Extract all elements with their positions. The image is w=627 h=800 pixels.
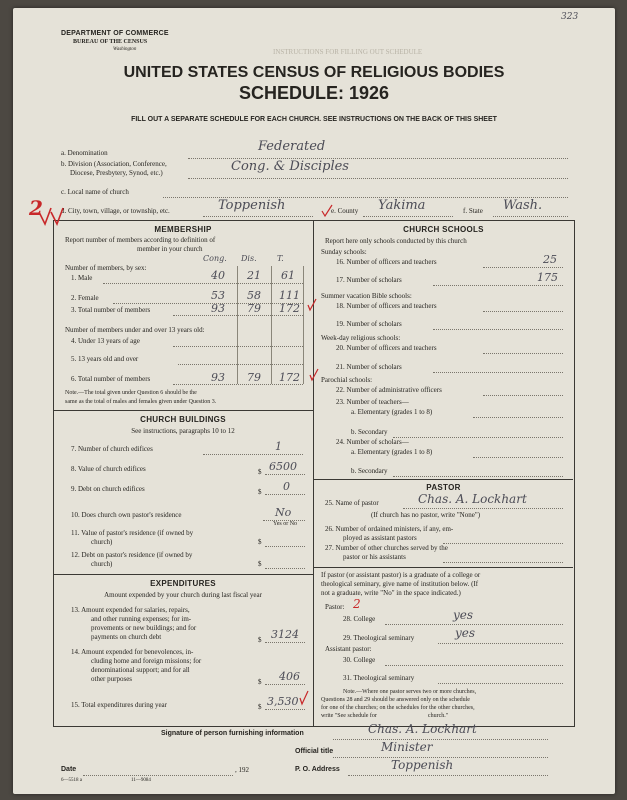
denomination-label: a. Denomination — [61, 149, 108, 157]
q16-value: 25 — [543, 253, 557, 266]
q22-label: 22. Number of administrative officers — [336, 386, 442, 394]
q23b-label: b. Secondary — [351, 428, 388, 436]
q11-label-2: church) — [91, 538, 113, 546]
city-label: d. City, town, village, or township, etc. — [61, 207, 170, 215]
red-tick-icon — [299, 690, 309, 706]
date-year: , 192 — [235, 766, 249, 774]
total6-dis: 79 — [247, 371, 261, 384]
sunday-label: Sunday schools: — [321, 248, 367, 256]
q14-value: 406 — [279, 670, 300, 683]
buildings-title: CHURCH BUILDINGS — [140, 415, 226, 424]
q24a-label: a. Elementary (grades 1 to 8) — [351, 448, 433, 456]
po-address-value: Toppenish — [391, 758, 454, 772]
margin-mark: 2 — [29, 196, 43, 220]
official-title-value: Minister — [381, 740, 433, 754]
asst-pastor-label: Assistant pastor: — [325, 645, 372, 653]
male-total: 61 — [281, 269, 295, 282]
under13-label: 4. Under 13 years of age — [71, 337, 140, 345]
official-title-label: Official title — [295, 748, 334, 755]
pastor-note-3: for one of the churches; on the schedules for the other churches, — [321, 705, 475, 711]
total3-cong: 93 — [211, 302, 225, 315]
total6-label: 6. Total number of members — [71, 375, 151, 383]
q31-label: 31. Theological seminary — [343, 674, 415, 682]
membership-note-2: same as the total of males and females given under Question 3. — [65, 399, 217, 405]
summer-label: Summer vacation Bible schools: — [321, 292, 412, 300]
q13-line-3: provements or new buildings; and for — [91, 624, 197, 632]
q26-label-1: 26. Number of ordained ministers, if any, em- — [325, 525, 454, 533]
pastor-mark: 2 — [353, 597, 361, 611]
q13-line-2: and other running expenses; for im- — [91, 615, 192, 623]
pastor-sub-label: Pastor: — [325, 603, 345, 611]
col-head-t: T. — [277, 254, 284, 263]
q8-value: 6500 — [269, 460, 297, 473]
q8-label: 8. Value of church edifices — [71, 465, 146, 473]
female-dis: 58 — [247, 289, 261, 302]
q12-label-2: church) — [91, 560, 113, 568]
male-cong: 40 — [211, 269, 225, 282]
state-value: Wash. — [503, 198, 543, 213]
grad-note-1: If pastor (or assistant pastor) is a graduate of a college or — [321, 571, 481, 579]
q16-label: 16. Number of officers and teachers — [336, 258, 437, 266]
q10-value: No — [275, 506, 292, 519]
total3-total: 172 — [279, 302, 300, 315]
membership-note-1: Note.—The total given under Question 6 should be the — [65, 390, 197, 396]
q14-dollar: $ — [258, 678, 262, 686]
q14-line-2: cluding home and foreign missions; for — [91, 657, 202, 665]
q8-dollar: $ — [258, 468, 262, 476]
q10-label: 10. Does church own pastor's residence — [71, 511, 182, 519]
po-address-label: P. O. Address — [295, 766, 340, 773]
division-value: Cong. & Disciples — [231, 159, 349, 174]
q12-label-1: 12. Debt on pastor's residence (if owned by — [71, 551, 193, 559]
total3-label: 3. Total number of members — [71, 306, 151, 314]
department-name: DEPARTMENT OF COMMERCE — [61, 30, 169, 37]
red-check-icon — [37, 206, 67, 228]
q30-label: 30. College — [343, 656, 376, 664]
weekday-label: Week-day religious schools: — [321, 334, 401, 342]
q9-label: 9. Debt on church edifices — [71, 485, 145, 493]
expenditures-title: EXPENDITURES — [150, 579, 216, 588]
q14-line-1: 14. Amount expended for benevolences, in- — [71, 648, 194, 656]
q28-label: 28. College — [343, 615, 376, 623]
q13-line-1: 13. Amount expended for salaries, repairs, — [71, 606, 190, 614]
pastor-note-4: write "See schedule for church." — [321, 713, 449, 719]
q20-label: 20. Number of officers and teachers — [336, 344, 437, 352]
date-label: Date — [61, 766, 77, 773]
q28-value: yes — [453, 608, 474, 622]
q7-label: 7. Number of church edifices — [71, 445, 153, 453]
membership-intro-2: member in your church — [137, 245, 203, 253]
page-number: 323 — [561, 12, 579, 22]
female-label: 2. Female — [71, 294, 99, 302]
q14-line-3: denominational support; and for all — [91, 666, 190, 674]
bureau-name: BUREAU OF THE CENSUS — [73, 39, 148, 45]
parochial-label: Parochial schools: — [321, 376, 373, 384]
female-total: 111 — [279, 289, 300, 302]
male-label: 1. Male — [71, 274, 93, 282]
document-title: UNITED STATES CENSUS OF RELIGIOUS BODIES — [123, 64, 505, 81]
signature-label: Signature of person furnishing information — [161, 730, 304, 737]
membership-intro-1: Report number of members according to definition of — [65, 236, 216, 244]
local-name-label: c. Local name of church — [61, 188, 129, 196]
q26-label-2: ployed as assistant pastors — [343, 534, 417, 542]
print-number: 11—9084 — [131, 778, 151, 783]
schedule-title: SCHEDULE: 1926 — [238, 83, 390, 103]
q25-value: Chas. A. Lockhart — [418, 492, 527, 506]
instruction-line: FILL OUT A SEPARATE SCHEDULE FOR EACH CHURCH. SEE INSTRUCTIONS ON THE BACK OF THIS SHEET — [131, 116, 497, 123]
q21-label: 21. Number of scholars — [336, 363, 402, 371]
total3-dis: 79 — [247, 302, 261, 315]
q18-label: 18. Number of officers and teachers — [336, 302, 437, 310]
q7-value: 1 — [275, 440, 282, 453]
division-label-2: Diocese, Presbytery, Synod, etc.) — [70, 169, 163, 177]
county-label: e. County — [331, 207, 359, 215]
denomination-value: Federated — [258, 139, 326, 154]
yes-no-note: Yes or No — [273, 521, 298, 527]
city-name: Washington — [113, 47, 137, 52]
q11-dollar: $ — [258, 538, 262, 546]
red-tick-icon — [309, 368, 319, 382]
city-value: Toppenish — [218, 198, 286, 213]
faint-mirror-text: INSTRUCTIONS FOR FILLING OUT SCHEDULE — [273, 48, 423, 56]
q14-line-4: other purposes — [91, 675, 133, 683]
female-cong: 53 — [211, 289, 225, 302]
q13-value: 3124 — [271, 628, 299, 641]
q15-label: 15. Total expenditures during year — [71, 701, 167, 709]
q29-value: yes — [455, 626, 476, 640]
schools-title: CHURCH SCHOOLS — [403, 225, 484, 234]
total6-total: 172 — [279, 371, 300, 384]
q27-label-1: 27. Number of other churches served by the — [325, 544, 448, 552]
form-number: 6—5518 a — [61, 778, 82, 783]
q19-label: 19. Number of scholars — [336, 320, 402, 328]
q12-dollar: $ — [258, 560, 262, 568]
red-tick-icon — [321, 204, 333, 218]
over13-label: 5. 13 years old and over — [71, 355, 139, 363]
age-label: Number of members under and over 13 years old: — [65, 326, 205, 334]
pastor-title: PASTOR — [426, 483, 461, 492]
state-label: f. State — [463, 207, 483, 215]
total6-cong: 93 — [211, 371, 225, 384]
q27-label-2: pastor or his assistants — [343, 553, 406, 561]
col-head-dis: Dis. — [241, 254, 257, 263]
q23a-label: a. Elementary (grades 1 to 8) — [351, 408, 433, 416]
q25-label: 25. Name of pastor — [325, 499, 379, 507]
q17-label: 17. Number of scholars — [336, 276, 402, 284]
q29-label: 29. Theological seminary — [343, 634, 415, 642]
census-schedule-page — [13, 8, 615, 794]
expenditures-subtitle: Amount expended by your church during last fiscal year — [104, 591, 262, 599]
division-label-1: b. Division (Association, Conference, — [61, 160, 167, 168]
grad-note-2: theological seminary, give name of institution below. (If — [321, 580, 479, 588]
by-sex-label: Number of members, by sex: — [65, 264, 147, 272]
q13-line-4: payments on church debt — [91, 633, 162, 641]
q25-note: (If church has no pastor, write "None") — [371, 511, 481, 519]
membership-title: MEMBERSHIP — [154, 225, 212, 234]
q24b-label: b. Secondary — [351, 467, 388, 475]
q24-label: 24. Number of scholars— — [336, 438, 409, 446]
signature-value: Chas. A. Lockhart — [368, 722, 477, 736]
q9-dollar: $ — [258, 488, 262, 496]
q17-value: 175 — [537, 271, 558, 284]
q9-value: 0 — [283, 480, 290, 493]
pastor-note-2: Questions 28 and 29 should be answered only on the schedule — [321, 697, 470, 703]
q23-label: 23. Number of teachers— — [336, 398, 409, 406]
male-dis: 21 — [247, 269, 261, 282]
q15-dollar: $ — [258, 703, 262, 711]
q11-label-1: 11. Value of pastor's residence (if owned by — [71, 529, 194, 537]
schools-intro: Report here only schools conducted by this church — [325, 237, 467, 245]
grad-note-3: not a graduate, write "No" in the space indicated.) — [321, 589, 461, 597]
pastor-note-1: Note.—Where one pastor serves two or more churches, — [343, 689, 477, 695]
col-head-cong: Cong. — [203, 254, 227, 263]
q15-value: 3,530 — [267, 695, 299, 708]
county-value: Yakima — [378, 198, 426, 213]
red-tick-icon — [307, 298, 317, 312]
q13-dollar: $ — [258, 636, 262, 644]
buildings-subtitle: See instructions, paragraphs 10 to 12 — [131, 427, 235, 435]
